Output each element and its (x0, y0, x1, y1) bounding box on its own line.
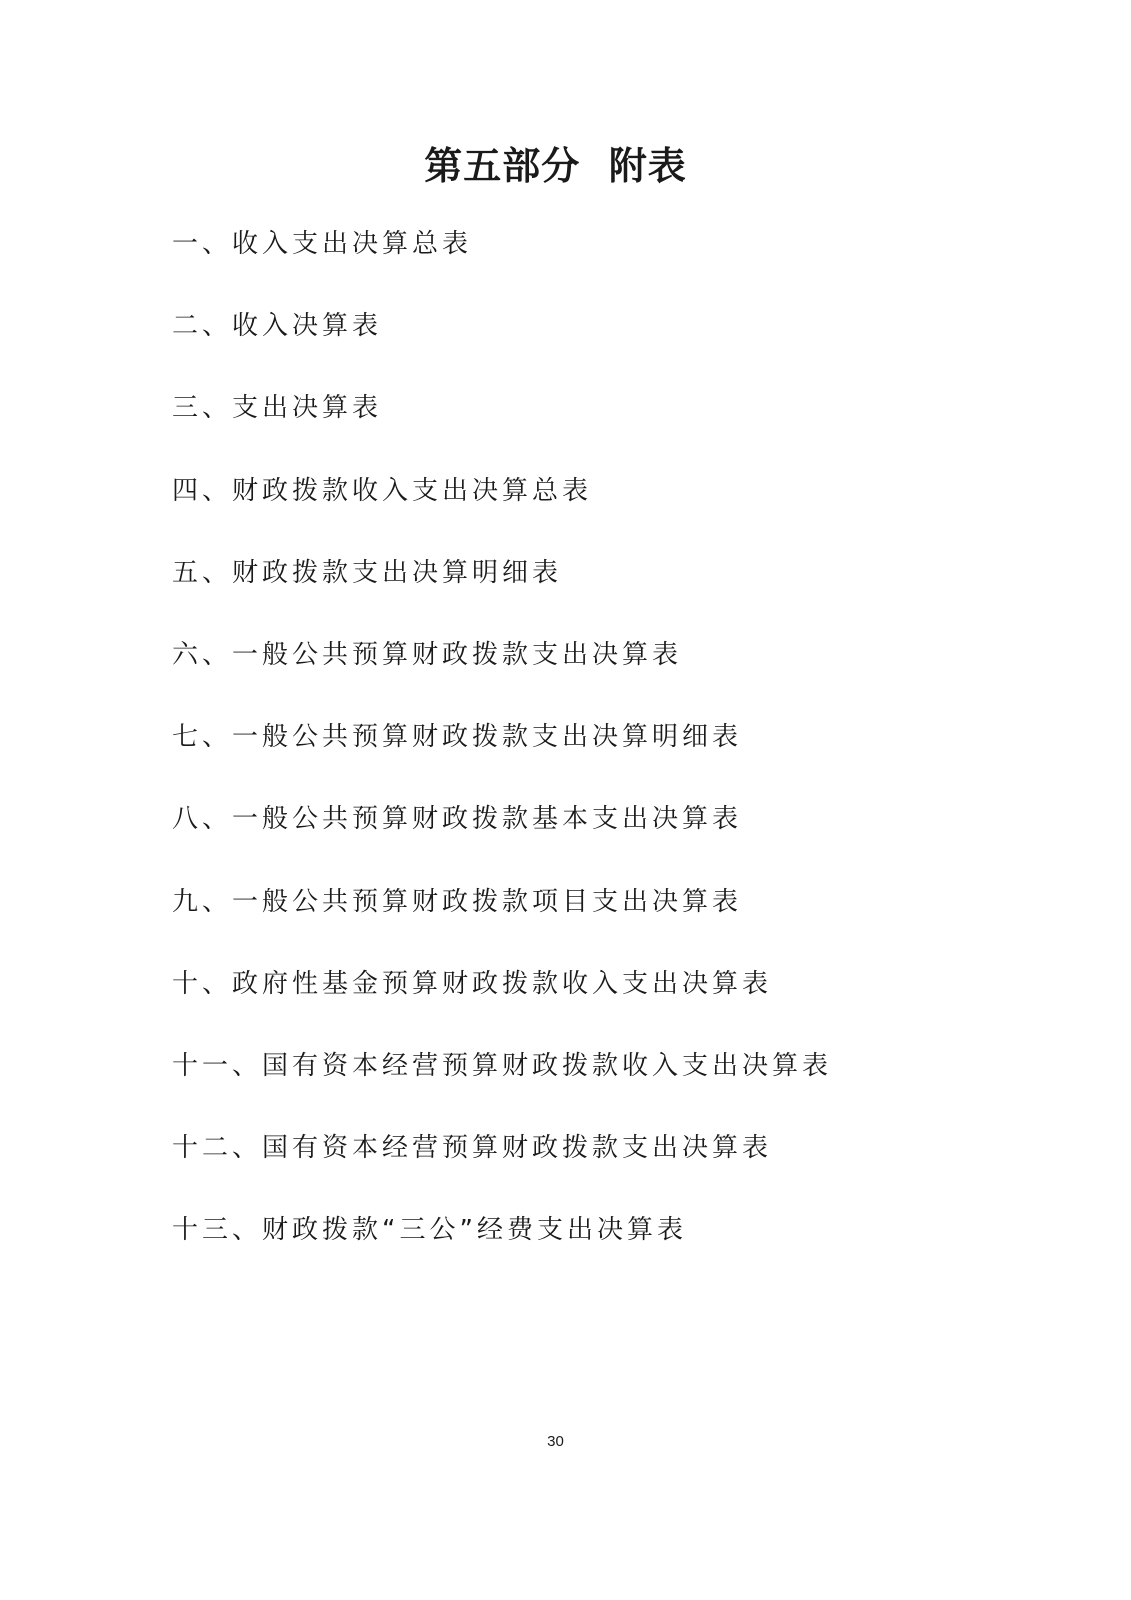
page-title: 第五部分 附表 (424, 144, 687, 188)
list-item: 八、一般公共预算财政拨款基本支出决算表 (172, 804, 743, 835)
list-item: 二、收入决算表 (172, 311, 383, 342)
list-item: 四、财政拨款收入支出决算总表 (172, 475, 593, 506)
list-item: 五、财政拨款支出决算明细表 (172, 557, 563, 588)
list-item: 十三、财政拨款“三公”经费支出决算表 (172, 1215, 687, 1246)
list-item: 一、收入支出决算总表 (172, 229, 473, 259)
list-item: 六、一般公共预算财政拨款支出决算表 (172, 639, 683, 670)
list-item: 十二、国有资本经营预算财政拨款支出决算表 (172, 1133, 773, 1164)
list-item: 七、一般公共预算财政拨款支出决算明细表 (172, 722, 743, 753)
list-item: 九、一般公共预算财政拨款项目支出决算表 (172, 886, 743, 917)
list-item: 十一、国有资本经营预算财政拨款收入支出决算表 (172, 1050, 833, 1081)
appendix-table-list (172, 222, 972, 1290)
page-number: 30 (547, 1433, 564, 1450)
list-item: 十、政府性基金预算财政拨款收入支出决算表 (172, 968, 773, 999)
list-item: 三、支出决算表 (172, 393, 383, 424)
